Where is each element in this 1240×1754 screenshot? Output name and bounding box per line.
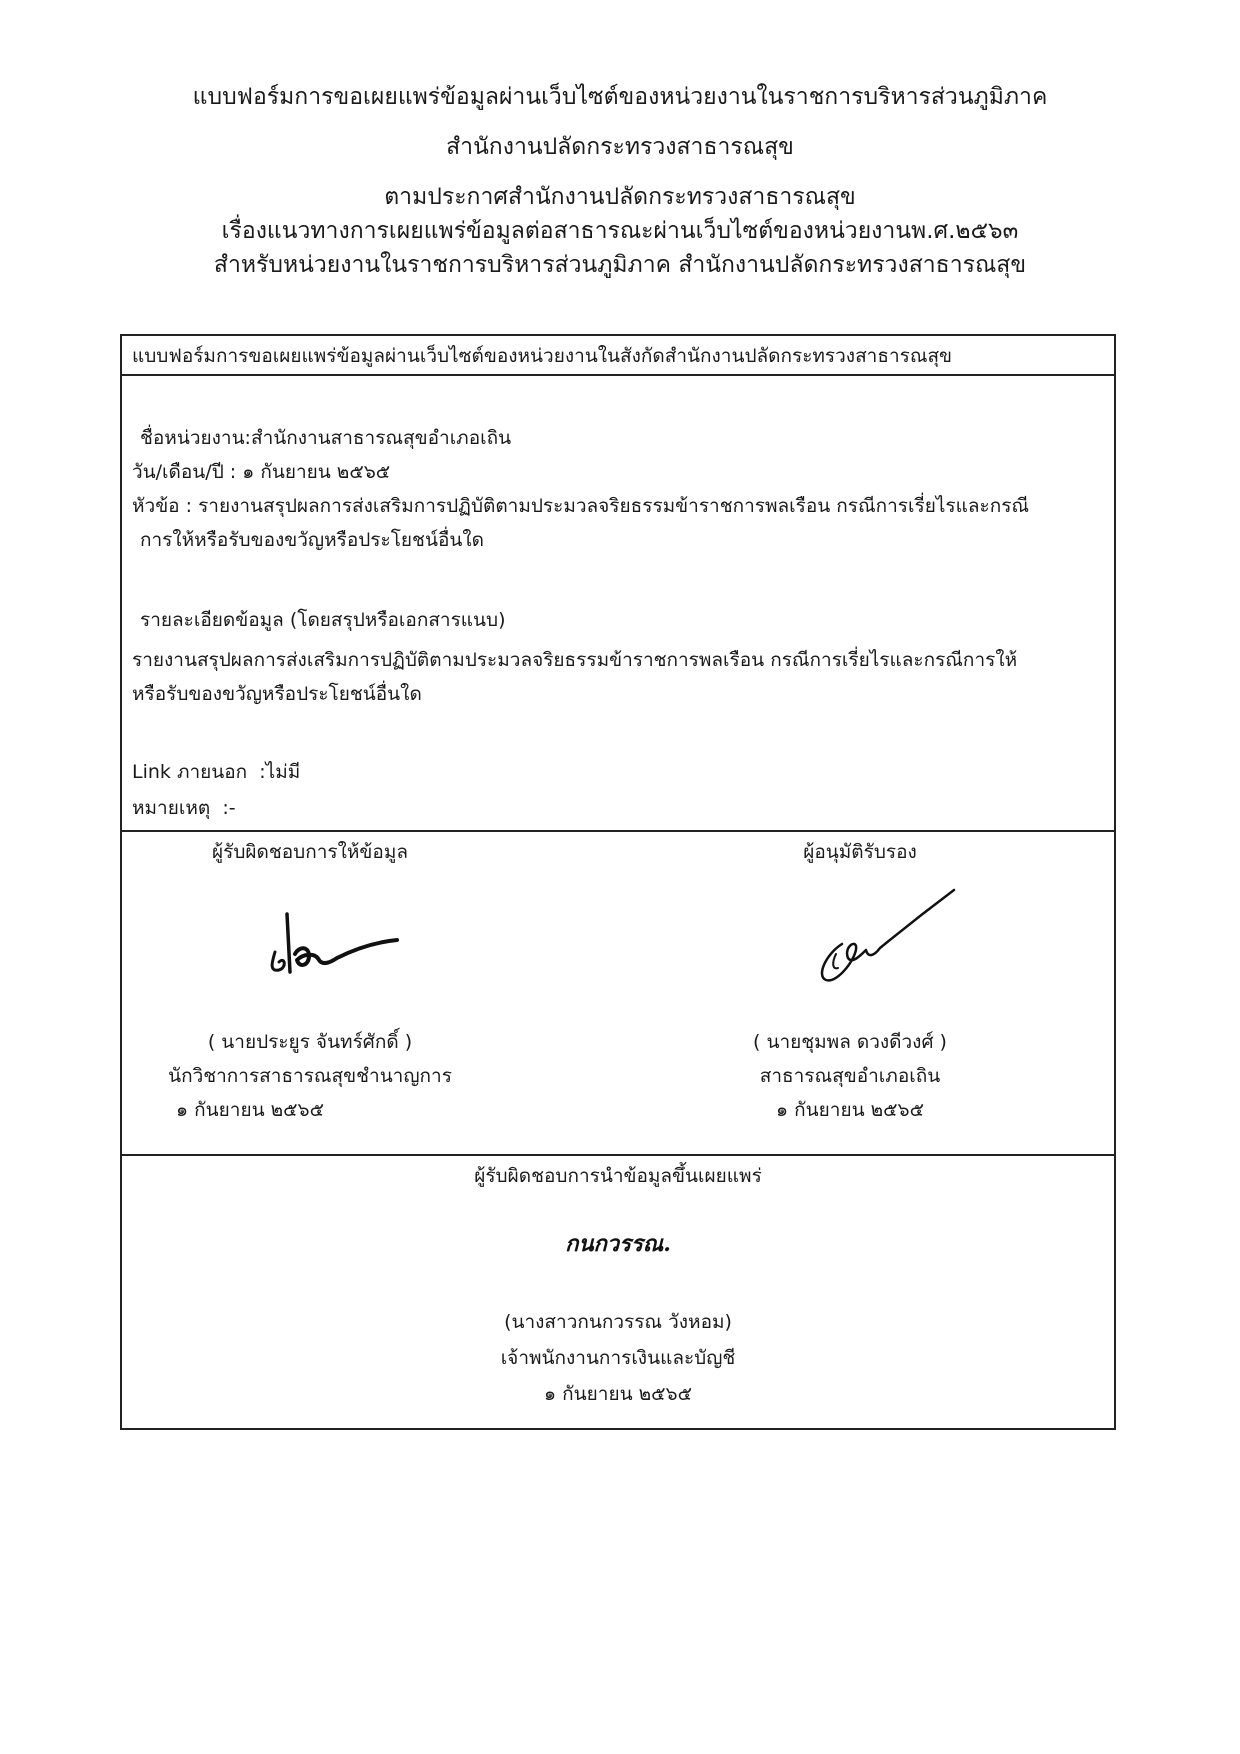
note-line — [132, 794, 236, 822]
title-line-2: สำนักงานปลัดกระทรวงสาธารณสุข — [446, 134, 794, 160]
details-body-2 — [132, 680, 422, 708]
external-link-value: :ไม่มี — [259, 761, 301, 783]
unit-name-line — [140, 424, 511, 452]
publisher-date: ๑ กันยายน ๒๕๖๕ — [544, 1383, 692, 1405]
note-label: หมายเหตุ — [132, 797, 211, 819]
title-line-3: ตามประกาศสำนักงานปลัดกระทรวงสาธารณสุข — [384, 184, 856, 210]
responsible-name: ( นายประยูร จันทร์ศักดิ์ ) — [207, 1031, 413, 1053]
form-details-row — [122, 376, 1114, 832]
document-subtitle — [0, 130, 1240, 164]
responsible-signature — [257, 902, 407, 992]
responsible-role: ผู้รับผิดชอบการให้ข้อมูล — [212, 841, 408, 863]
details-body-1 — [132, 646, 1017, 674]
unit-name-value: สำนักงานสาธารณสุขอำเภอเถิน — [250, 427, 512, 449]
approver-position: สาธารณสุขอำเภอเถิน — [759, 1065, 941, 1087]
external-link-line — [132, 758, 300, 786]
publisher-signature: กนกวรรณ. — [565, 1231, 671, 1257]
date-line — [132, 458, 390, 486]
details-text-2: หรือรับของขวัญหรือประโยชน์อื่นใด — [132, 683, 422, 705]
publication-request-form — [120, 334, 1116, 1430]
title-line-1: แบบฟอร์มการขอเผยแพร่ข้อมูลผ่านเว็บไซต์ของหน่วยงานในราชการบริหารส่วนภูมิภาค — [192, 84, 1048, 110]
approver-date: ๑ กันยายน ๒๕๖๕ — [776, 1099, 924, 1121]
responsible-position: นักวิชาการสาธารณสุขชำนาญการ — [168, 1065, 452, 1087]
title-line-4: เรื่องแนวทางการเผยแพร่ข้อมูลต่อสาธารณะผ่านเว็บไซต์ของหน่วยงานพ.ศ.๒๕๖๓ — [221, 218, 1019, 244]
form-caption: แบบฟอร์มการขอเผยแพร่ข้อมูลผ่านเว็บไซต์ของหน่วยงานในสังกัดสำนักงานปลัดกระทรวงสาธารณสุข — [132, 345, 953, 367]
document-title — [0, 80, 1240, 114]
subject-value-1: รายงานสรุปผลการส่งเสริมการปฏิบัติตามประมวลจริยธรรมข้าราชการพลเรือน กรณีการเรี่ยไรและกรณี — [198, 495, 1030, 517]
approver-name: ( นายชุมพล ดวงดีวงศ์ ) — [753, 1031, 947, 1053]
signers-row — [122, 832, 1114, 1156]
approver-role: ผู้อนุมัติรับรอง — [803, 841, 917, 863]
details-text-1: รายงานสรุปผลการส่งเสริมการปฏิบัติตามประมวลจริยธรรมข้าราชการพลเรือน กรณีการเรี่ยไรและกรณีการให้ — [132, 649, 1018, 671]
unit-name-label: ชื่อหน่วยงาน: — [140, 427, 251, 449]
subject-label: หัวข้อ : — [132, 495, 193, 517]
external-link-label: Link ภายนอก — [132, 761, 248, 783]
subject-line — [132, 492, 1029, 520]
publisher-name: (นางสาวกนกวรรณ วังหอม) — [504, 1311, 732, 1333]
subject-line-continued — [140, 526, 484, 554]
publisher-role: ผู้รับผิดชอบการนำข้อมูลขึ้นเผยแพร่ — [474, 1165, 762, 1187]
approver-signature — [802, 884, 962, 994]
title-line-5: สำหรับหน่วยงานในราชการบริหารส่วนภูมิภาค สำนักงานปลัดกระทรวงสาธารณสุข — [213, 252, 1027, 278]
details-heading — [140, 606, 506, 634]
announcement-reference — [0, 180, 1240, 282]
date-value: ๑ กันยายน ๒๕๖๕ — [242, 461, 391, 483]
date-label: วัน/เดือน/ปี : — [132, 461, 237, 483]
subject-value-2: การให้หรือรับของขวัญหรือประโยชน์อื่นใด — [140, 529, 484, 551]
publisher-position: เจ้าพนักงานการเงินและบัญชี — [500, 1347, 736, 1369]
form-caption-row — [122, 336, 1114, 376]
note-value: :- — [222, 797, 236, 819]
responsible-date: ๑ กันยายน ๒๕๖๕ — [176, 1099, 324, 1121]
publisher-row — [122, 1156, 1114, 1428]
details-label: รายละเอียดข้อมูล (โดยสรุปหรือเอกสารแนบ) — [140, 609, 506, 631]
